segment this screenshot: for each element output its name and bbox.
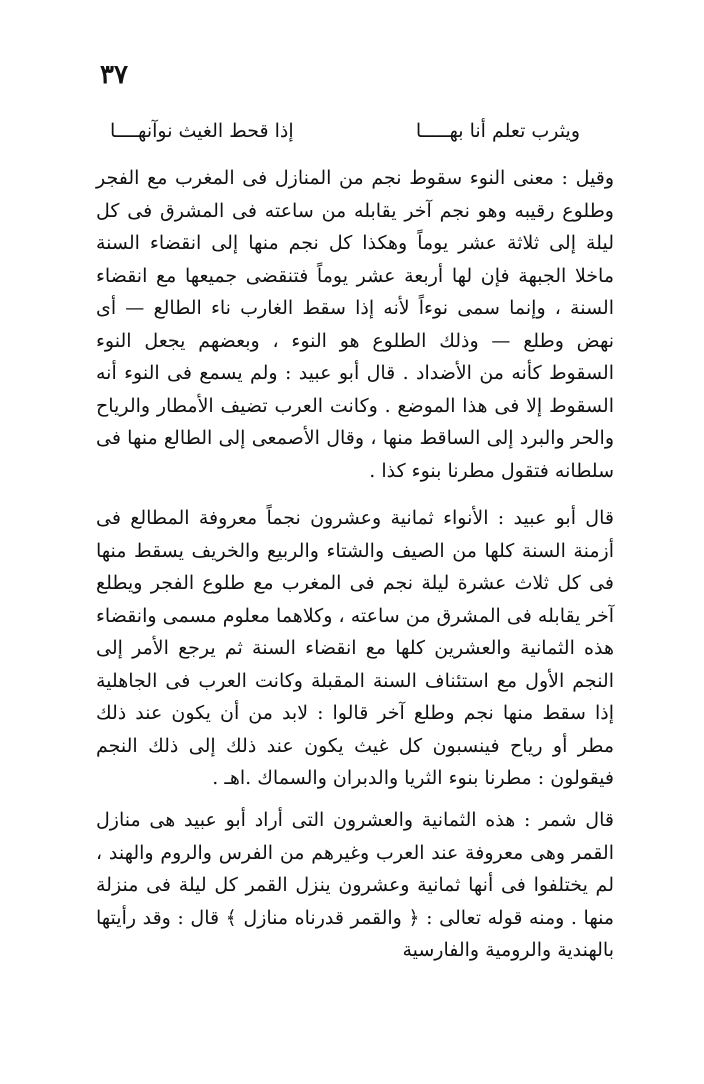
verse-first-hemistich: ويثرب تعلم أنا بهـــــا — [415, 120, 580, 142]
paragraph-nawa-definition: وقيل : معنى النوء سقوط نجم من المنازل فى المغرب مع الفجر وطلوع رقيبه وهو نجم آخر يقابله من ساعته فى المشرق فى كل ليلة إلى ثلاثة عشر يوماً وهكذا كل نجم منها إلى انقضاء السنة ماخلا الجبهة فإن لها أربعة عشر يوماً فتنقضى جميعها مع انقضاء السنة ، وإنما سمى نوءاً لأنه إذا سقط الغارب ناء الطالع — أى نهض وطلع — وذلك الطلوع هو النوء ، وبعضهم يجعل النوء السقوط كأنه من الأضداد . قال أبو عبيد : ولم يسمع فى النوء أنه السقوط إلا فى هذا الموضع . وكانت العرب تضيف الأمطار والرياح والحر والبرد إلى الساقط منها ، وقال الأصمعى إلى الطالع منها فى سلطانه فتقول مطرنا بنوء كذا . — [96, 167, 614, 482]
verse-second-hemistich: إذا قحط الغيث نوآنهــــا — [110, 120, 294, 142]
poetry-verse — [110, 116, 580, 146]
paragraph-shamir: قال شمر : هذه الثمانية والعشرون التى أراد أبو عبيد هى منازل القمر وهى معروفة عند العرب وغيرهم من الفرس والروم والهند ، لم يختلفوا فى أنها ثمانية وعشرون ينزل القمر كل ليلة فى منزلة منها . ومنه قوله تعالى : ﴿ والقمر قدرناه منازل ﴾ قال : وقد رأيتها بالهندية والرومية والفارسية — [96, 809, 614, 961]
paragraph-abu-ubayd: قال أبو عبيد : الأنواء ثمانية وعشرون نجماً معروفة المطالع فى أزمنة السنة كلها من الصيف والشتاء والربيع والخريف يسقط منها فى كل ثلاث عشرة ليلة نجم فى المغرب مع طلوع الفجر ويطلع آخر يقابله فى المشرق من ساعته ، وكلاهما معلوم مسمى وانقضاء هذه الثمانية والعشرين كلها مع انقضاء السنة ثم يرجع الأمر إلى النجم الأول مع استئناف السنة المقبلة وكانت العرب فى الجاهلية إذا سقط منها نجم وطلع آخر قالوا : لابد من أن يكون عند ذلك مطر أو رياح فينسبون كل غيث يكون عند ذلك إلى ذلك النجم فيقولون : مطرنا بنوء الثريا والدبران والسماك .اهـ . — [96, 507, 614, 789]
page-number: ٣٧ — [100, 60, 128, 90]
